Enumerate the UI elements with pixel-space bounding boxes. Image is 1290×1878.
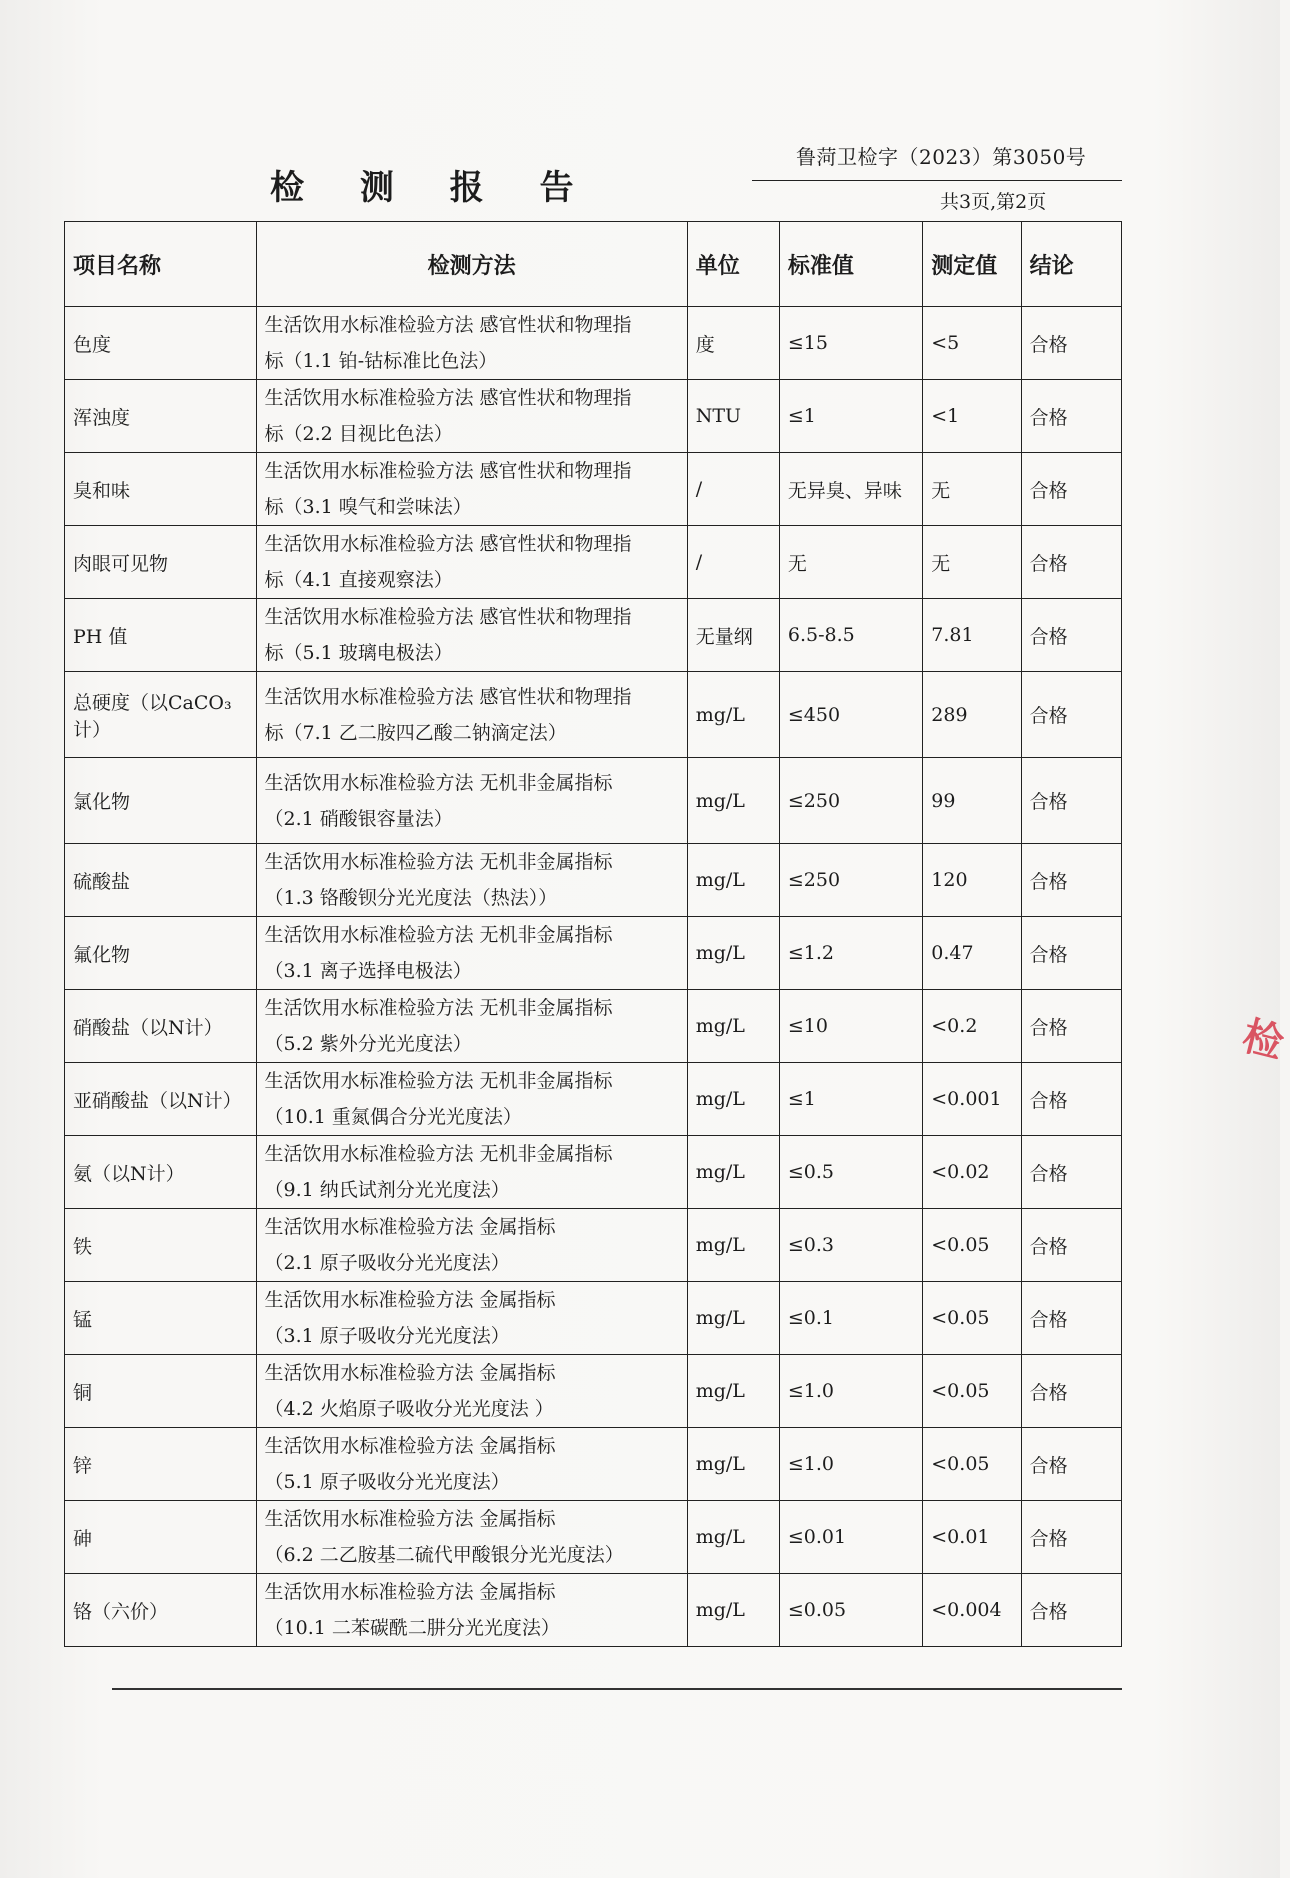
table-row <box>65 307 1122 380</box>
cell-standard: ≤1.0 <box>779 1355 922 1428</box>
cell-conclusion: 合格 <box>1021 526 1121 599</box>
method-line-2: （5.1 原子吸收分光光度法） <box>264 1471 510 1493</box>
cell-conclusion: 合格 <box>1021 917 1121 990</box>
method-line-2: （4.2 火焰原子吸收分光光度法 ） <box>264 1398 554 1420</box>
table-row <box>65 758 1122 844</box>
cell-standard: ≤0.05 <box>779 1574 922 1647</box>
results-table <box>64 221 1122 1647</box>
cell-unit: mg/L <box>687 1063 779 1136</box>
cell-conclusion: 合格 <box>1021 1063 1121 1136</box>
cell-conclusion: 合格 <box>1021 990 1121 1063</box>
cell-measured: 99 <box>923 758 1021 844</box>
cell-conclusion: 合格 <box>1021 1355 1121 1428</box>
cell-item-name: PH 值 <box>65 599 257 672</box>
cell-measured: 7.81 <box>923 599 1021 672</box>
cell-measured: <0.2 <box>923 990 1021 1063</box>
cell-standard: ≤15 <box>779 307 922 380</box>
cell-item-name: 铁 <box>65 1209 257 1282</box>
cell-conclusion: 合格 <box>1021 1428 1121 1501</box>
cell-measured: <0.001 <box>923 1063 1021 1136</box>
cell-measured: 120 <box>923 844 1021 917</box>
header-standard: 标准值 <box>779 222 922 307</box>
cell-conclusion: 合格 <box>1021 672 1121 758</box>
table-row <box>65 380 1122 453</box>
cell-standard: 无异臭、异味 <box>779 453 922 526</box>
table-header-row <box>65 222 1122 307</box>
cell-item-name: 色度 <box>65 307 257 380</box>
cell-unit: NTU <box>687 380 779 453</box>
cell-conclusion: 合格 <box>1021 1136 1121 1209</box>
cell-standard: 6.5-8.5 <box>779 599 922 672</box>
cell-method <box>256 526 687 599</box>
cell-standard: ≤1 <box>779 1063 922 1136</box>
cell-measured: <1 <box>923 380 1021 453</box>
cell-method <box>256 1355 687 1428</box>
cell-unit: mg/L <box>687 1136 779 1209</box>
cell-standard: ≤0.5 <box>779 1136 922 1209</box>
method-line-2: 标（3.1 嗅气和尝味法） <box>264 496 472 518</box>
cell-method <box>256 758 687 844</box>
method-line-1: 生活饮用水标准检验方法 无机非金属指标 <box>264 851 613 873</box>
method-line-1: 生活饮用水标准检验方法 无机非金属指标 <box>264 771 613 794</box>
cell-item-name: 臭和味 <box>65 453 257 526</box>
cell-conclusion: 合格 <box>1021 453 1121 526</box>
cell-unit: mg/L <box>687 844 779 917</box>
method-line-2: （3.1 离子选择电极法） <box>264 960 472 982</box>
cell-item-name: 铜 <box>65 1355 257 1428</box>
header-conclusion: 结论 <box>1021 222 1121 307</box>
method-line-2: （2.1 原子吸收分光光度法） <box>264 1252 510 1274</box>
cell-conclusion: 合格 <box>1021 1282 1121 1355</box>
cell-conclusion: 合格 <box>1021 844 1121 917</box>
cell-method <box>256 672 687 758</box>
cell-unit: mg/L <box>687 990 779 1063</box>
method-line-1: 生活饮用水标准检验方法 金属指标 <box>264 1581 556 1603</box>
cell-unit: mg/L <box>687 672 779 758</box>
red-seal-stamp <box>1237 1010 1289 1250</box>
cell-method <box>256 307 687 380</box>
cell-method <box>256 380 687 453</box>
method-line-1: 生活饮用水标准检验方法 金属指标 <box>264 1508 556 1530</box>
cell-unit: / <box>687 453 779 526</box>
report-number: 鲁菏卫检字（2023）第3050号 <box>796 145 1087 169</box>
cell-method <box>256 1282 687 1355</box>
table-body <box>65 307 1122 1647</box>
method-line-2: 标（4.1 直接观察法） <box>264 569 453 591</box>
method-line-2: 标（2.2 目视比色法） <box>264 423 453 445</box>
cell-measured: <0.05 <box>923 1282 1021 1355</box>
seal-character: 检 <box>1237 1012 1289 1068</box>
cell-measured: <0.05 <box>923 1428 1021 1501</box>
method-line-2: （1.3 铬酸钡分光光度法（热法）） <box>264 887 558 909</box>
cell-item-name: 氟化物 <box>65 917 257 990</box>
method-line-2: （9.1 纳氏试剂分光光度法） <box>264 1179 510 1201</box>
table-row <box>65 1282 1122 1355</box>
cell-conclusion: 合格 <box>1021 1574 1121 1647</box>
cell-measured: <0.05 <box>923 1355 1021 1428</box>
cell-measured: <0.01 <box>923 1501 1021 1574</box>
cell-conclusion: 合格 <box>1021 307 1121 380</box>
method-line-1: 生活饮用水标准检验方法 感官性状和物理指 <box>264 685 632 708</box>
cell-method <box>256 1136 687 1209</box>
table-row <box>65 672 1122 758</box>
cell-method <box>256 453 687 526</box>
cell-method <box>256 844 687 917</box>
header-divider <box>752 180 1122 181</box>
cell-measured: <0.004 <box>923 1574 1021 1647</box>
cell-item-name: 砷 <box>65 1501 257 1574</box>
table-row <box>65 1428 1122 1501</box>
method-line-2: （10.1 二苯碳酰二肼分光光度法） <box>264 1617 560 1639</box>
cell-method <box>256 599 687 672</box>
table-row <box>65 1501 1122 1574</box>
cell-item-name: 亚硝酸盐（以N计） <box>65 1063 257 1136</box>
cell-unit: 度 <box>687 307 779 380</box>
cell-measured: 无 <box>923 453 1021 526</box>
cell-conclusion: 合格 <box>1021 599 1121 672</box>
table-row <box>65 844 1122 917</box>
cell-measured: <0.02 <box>923 1136 1021 1209</box>
cell-conclusion: 合格 <box>1021 1501 1121 1574</box>
cell-unit: mg/L <box>687 1501 779 1574</box>
cell-item-name: 铬（六价） <box>65 1574 257 1647</box>
method-line-1: 生活饮用水标准检验方法 金属指标 <box>264 1216 556 1238</box>
cell-method <box>256 917 687 990</box>
cell-item-name: 浑浊度 <box>65 380 257 453</box>
cell-standard: ≤0.01 <box>779 1501 922 1574</box>
cell-method <box>256 1209 687 1282</box>
cell-item-name: 氨（以N计） <box>65 1136 257 1209</box>
cell-measured: 289 <box>923 672 1021 758</box>
table-row <box>65 1574 1122 1647</box>
method-line-1: 生活饮用水标准检验方法 无机非金属指标 <box>264 1143 613 1165</box>
table-row <box>65 526 1122 599</box>
header-method: 检测方法 <box>256 222 687 307</box>
cell-standard: ≤1.0 <box>779 1428 922 1501</box>
cell-unit: mg/L <box>687 1428 779 1501</box>
cell-standard: ≤250 <box>779 844 922 917</box>
table-row <box>65 1209 1122 1282</box>
method-line-1: 生活饮用水标准检验方法 感官性状和物理指 <box>264 606 632 628</box>
cell-measured: 0.47 <box>923 917 1021 990</box>
cell-standard: ≤10 <box>779 990 922 1063</box>
cell-standard: ≤250 <box>779 758 922 844</box>
cell-standard: ≤0.1 <box>779 1282 922 1355</box>
cell-unit: 无量纲 <box>687 599 779 672</box>
cell-unit: / <box>687 526 779 599</box>
method-line-2: 标（7.1 乙二胺四乙酸二钠滴定法） <box>264 721 567 744</box>
method-line-2: （6.2 二乙胺基二硫代甲酸银分光光度法） <box>264 1544 624 1566</box>
method-line-1: 生活饮用水标准检验方法 无机非金属指标 <box>264 924 613 946</box>
report-title: 检 测 报 告 <box>270 168 596 208</box>
cell-standard: ≤1.2 <box>779 917 922 990</box>
cell-conclusion: 合格 <box>1021 758 1121 844</box>
method-line-1: 生活饮用水标准检验方法 金属指标 <box>264 1289 556 1311</box>
cell-measured: <0.05 <box>923 1209 1021 1282</box>
cell-standard: ≤1 <box>779 380 922 453</box>
table-row <box>65 1063 1122 1136</box>
cell-method <box>256 1063 687 1136</box>
cell-conclusion: 合格 <box>1021 380 1121 453</box>
cell-item-name: 总硬度（以CaCO₃计） <box>65 672 257 758</box>
method-line-2: （2.1 硝酸银容量法） <box>264 807 453 830</box>
method-line-1: 生活饮用水标准检验方法 感官性状和物理指 <box>264 314 632 336</box>
cell-item-name: 氯化物 <box>65 758 257 844</box>
header-item-name: 项目名称 <box>65 222 257 307</box>
cell-item-name: 锰 <box>65 1282 257 1355</box>
cell-unit: mg/L <box>687 1209 779 1282</box>
table-row <box>65 1136 1122 1209</box>
cell-standard: 无 <box>779 526 922 599</box>
table-row <box>65 453 1122 526</box>
cell-method <box>256 1574 687 1647</box>
method-line-1: 生活饮用水标准检验方法 无机非金属指标 <box>264 1070 613 1092</box>
cell-standard: ≤450 <box>779 672 922 758</box>
cell-method <box>256 1428 687 1501</box>
cell-item-name: 硫酸盐 <box>65 844 257 917</box>
table-row <box>65 917 1122 990</box>
method-line-2: （5.2 紫外分光光度法） <box>264 1033 472 1055</box>
cell-measured: <5 <box>923 307 1021 380</box>
cell-method <box>256 990 687 1063</box>
method-line-2: （3.1 原子吸收分光光度法） <box>264 1325 510 1347</box>
cell-standard: ≤0.3 <box>779 1209 922 1282</box>
method-line-1: 生活饮用水标准检验方法 无机非金属指标 <box>264 997 613 1019</box>
cell-unit: mg/L <box>687 1355 779 1428</box>
method-line-1: 生活饮用水标准检验方法 感官性状和物理指 <box>264 387 632 409</box>
footer-divider <box>112 1688 1122 1690</box>
cell-measured: 无 <box>923 526 1021 599</box>
header-unit: 单位 <box>687 222 779 307</box>
table-row <box>65 1355 1122 1428</box>
cell-unit: mg/L <box>687 1282 779 1355</box>
table-row <box>65 599 1122 672</box>
method-line-1: 生活饮用水标准检验方法 感官性状和物理指 <box>264 460 632 482</box>
page-indicator: 共3页,第2页 <box>940 191 1047 213</box>
method-line-1: 生活饮用水标准检验方法 金属指标 <box>264 1435 556 1457</box>
cell-item-name: 锌 <box>65 1428 257 1501</box>
cell-method <box>256 1501 687 1574</box>
method-line-1: 生活饮用水标准检验方法 金属指标 <box>264 1362 556 1384</box>
cell-unit: mg/L <box>687 1574 779 1647</box>
table-row <box>65 990 1122 1063</box>
method-line-2: 标（1.1 铂-钴标准比色法） <box>264 350 498 372</box>
cell-unit: mg/L <box>687 758 779 844</box>
cell-unit: mg/L <box>687 917 779 990</box>
cell-conclusion: 合格 <box>1021 1209 1121 1282</box>
cell-item-name: 肉眼可见物 <box>65 526 257 599</box>
cell-item-name: 硝酸盐（以N计） <box>65 990 257 1063</box>
header-measured: 测定值 <box>923 222 1021 307</box>
method-line-2: 标（5.1 玻璃电极法） <box>264 642 453 664</box>
method-line-1: 生活饮用水标准检验方法 感官性状和物理指 <box>264 533 632 555</box>
method-line-2: （10.1 重氮偶合分光光度法） <box>264 1106 522 1128</box>
